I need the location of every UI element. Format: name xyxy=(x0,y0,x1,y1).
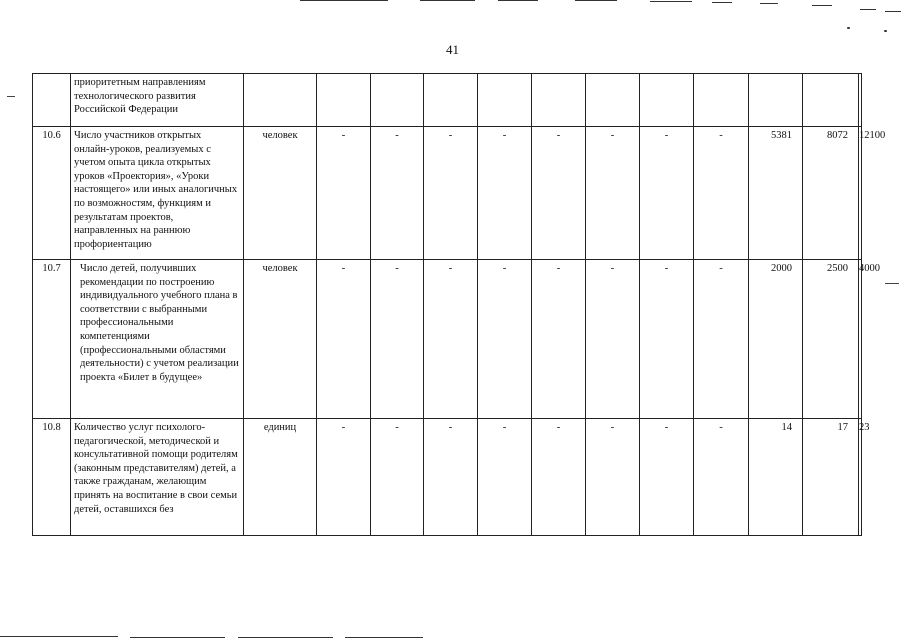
value-cell: - xyxy=(424,127,478,260)
row-number: 10.7 xyxy=(33,260,71,419)
value-cell xyxy=(694,74,749,127)
value-cell: - xyxy=(478,127,532,260)
indicator-name: приоритетным направлениям технологического развития Российской Федерации xyxy=(71,74,244,127)
value-cell: 17 xyxy=(803,419,859,536)
value-cell: - xyxy=(694,260,749,419)
row-number xyxy=(33,74,71,127)
value-cell: - xyxy=(694,127,749,260)
value-cell: 2500 xyxy=(803,260,859,419)
scan-speck xyxy=(884,30,887,32)
scan-artifact-line xyxy=(130,637,225,638)
scan-artifact-line xyxy=(420,0,475,1)
value-cell: - xyxy=(478,419,532,536)
value-cell: 12100 xyxy=(859,127,862,260)
scan-artifact-line xyxy=(650,1,692,2)
unit-cell: человек xyxy=(244,127,317,260)
scan-artifact-line xyxy=(760,3,778,4)
value-cell: - xyxy=(317,260,371,419)
row-number: 10.6 xyxy=(33,127,71,260)
value-cell: - xyxy=(586,419,640,536)
value-cell: - xyxy=(586,127,640,260)
value-cell xyxy=(859,74,862,127)
value-cell: 14 xyxy=(749,419,803,536)
value-cell xyxy=(317,74,371,127)
unit-cell: единиц xyxy=(244,419,317,536)
value-cell: - xyxy=(371,260,424,419)
value-cell: - xyxy=(640,419,694,536)
scan-artifact-line xyxy=(885,11,901,12)
value-cell: - xyxy=(317,127,371,260)
table-row xyxy=(33,74,862,127)
indicator-name: Количество услуг психолого-педагогической, методической и консультативной помощи родителям (законным представителям) детей, а также гражданам, желающим принять на воспитание в свои семьи детей, оставшихся без xyxy=(71,419,244,536)
indicator-name: Число участников открытых онлайн-уроков, реализуемых с учетом опыта цикла открытых уроков «Проектория», «Уроки настоящего» или иных аналогичных по возможностям, функциям и результатам проектов, направленных на раннюю профориентацию xyxy=(71,127,244,260)
value-cell: - xyxy=(586,260,640,419)
table-row xyxy=(33,127,862,260)
value-cell: - xyxy=(317,419,371,536)
value-cell: 5381 xyxy=(749,127,803,260)
value-cell: 4000 xyxy=(859,260,862,419)
value-cell: 23 xyxy=(859,419,862,536)
scan-artifact-line xyxy=(812,5,832,6)
value-cell: 2000 xyxy=(749,260,803,419)
value-cell: - xyxy=(532,127,586,260)
scan-artifact-line xyxy=(345,637,423,638)
unit-cell: человек xyxy=(244,260,317,419)
value-cell xyxy=(371,74,424,127)
table-row xyxy=(33,260,862,419)
value-cell: - xyxy=(694,419,749,536)
value-cell: - xyxy=(424,419,478,536)
value-cell xyxy=(749,74,803,127)
scan-artifact-line xyxy=(860,9,876,10)
value-cell xyxy=(424,74,478,127)
scan-artifact-line xyxy=(238,637,333,638)
margin-mark xyxy=(7,96,15,97)
value-cell: - xyxy=(424,260,478,419)
value-cell: - xyxy=(532,419,586,536)
value-cell: - xyxy=(371,127,424,260)
value-cell: - xyxy=(371,419,424,536)
scan-artifact-line xyxy=(712,2,732,3)
value-cell: - xyxy=(640,260,694,419)
indicators-table xyxy=(32,73,886,536)
value-cell xyxy=(640,74,694,127)
margin-mark xyxy=(885,283,899,284)
scan-artifact-line xyxy=(0,636,118,637)
value-cell xyxy=(532,74,586,127)
value-cell: - xyxy=(640,127,694,260)
value-cell: - xyxy=(532,260,586,419)
value-cell xyxy=(803,74,859,127)
value-cell xyxy=(586,74,640,127)
value-cell: - xyxy=(478,260,532,419)
scan-artifact-line xyxy=(300,0,388,1)
row-number: 10.8 xyxy=(33,419,71,536)
unit-cell xyxy=(244,74,317,127)
table-row xyxy=(33,419,862,536)
scan-artifact-line xyxy=(498,0,538,1)
scan-speck xyxy=(847,27,850,29)
scan-artifact-line xyxy=(575,0,617,1)
value-cell xyxy=(478,74,532,127)
value-cell: 8072 xyxy=(803,127,859,260)
page-number: 41 xyxy=(446,42,459,57)
indicator-name: Число детей, получивших рекомендации по построению индивидуального учебного плана в соответствии с выбранными профессиональными компетенциями (профессиональными областями деятельности) с учетом реализации проекта «Билет в будущее» xyxy=(71,260,244,419)
